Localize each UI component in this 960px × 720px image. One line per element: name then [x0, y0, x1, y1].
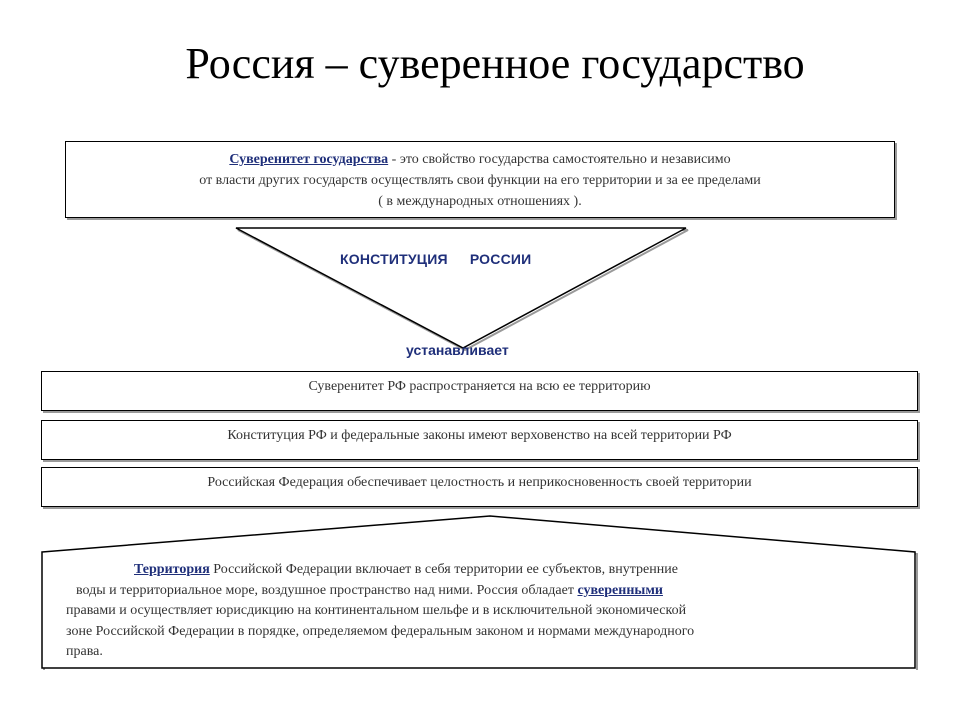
territory-line2-text: воды и территориальное море, воздушное пространство над ними. Россия обладает: [76, 582, 578, 598]
territory-line-1: [66, 560, 896, 581]
territory-line-5: права.: [66, 644, 103, 659]
definition-line1-text: - это свойство государства самостоятельно и независимо: [388, 152, 731, 167]
definition-line-3: ( в международных отношениях ).: [378, 194, 582, 209]
territory-line-2: [66, 581, 896, 602]
territory-term: Территория: [134, 562, 210, 577]
statement-box-2: Конституция РФ и федеральные законы имеют верховенство на всей территории РФ: [41, 420, 918, 460]
sovereign-word: суверенными: [577, 582, 663, 598]
definition-line-2: от власти других государств осуществлять свои функции на его территории и за ее пределами: [199, 173, 761, 188]
statement-box-1: Суверенитет РФ распространяется на всю ее территорию: [41, 371, 918, 411]
territory-line-3: правами и осуществляет юрисдикцию на континентальном шельфе и в исключительной экономической: [66, 603, 687, 618]
territory-line1-text: Российской Федерации включает в себя территории ее субъектов, внутренние: [209, 562, 678, 577]
territory-line-4: зоне Российской Федерации в порядке, определяемом федеральным законом и нормами международного: [66, 623, 695, 639]
constitution-label: КОНСТИТУЦИЯ РОССИИ: [340, 251, 532, 267]
page-title: Россия – суверенное государство: [185, 39, 805, 88]
constitution-triangle: [236, 228, 688, 350]
territory-text: [66, 560, 896, 663]
definition-term: Суверенитет государства: [229, 152, 389, 167]
statement-box-3: Российская Федерация обеспечивает целостность и неприкосновенность своей территории: [41, 467, 918, 507]
establishes-label: устанавливает: [406, 342, 509, 358]
